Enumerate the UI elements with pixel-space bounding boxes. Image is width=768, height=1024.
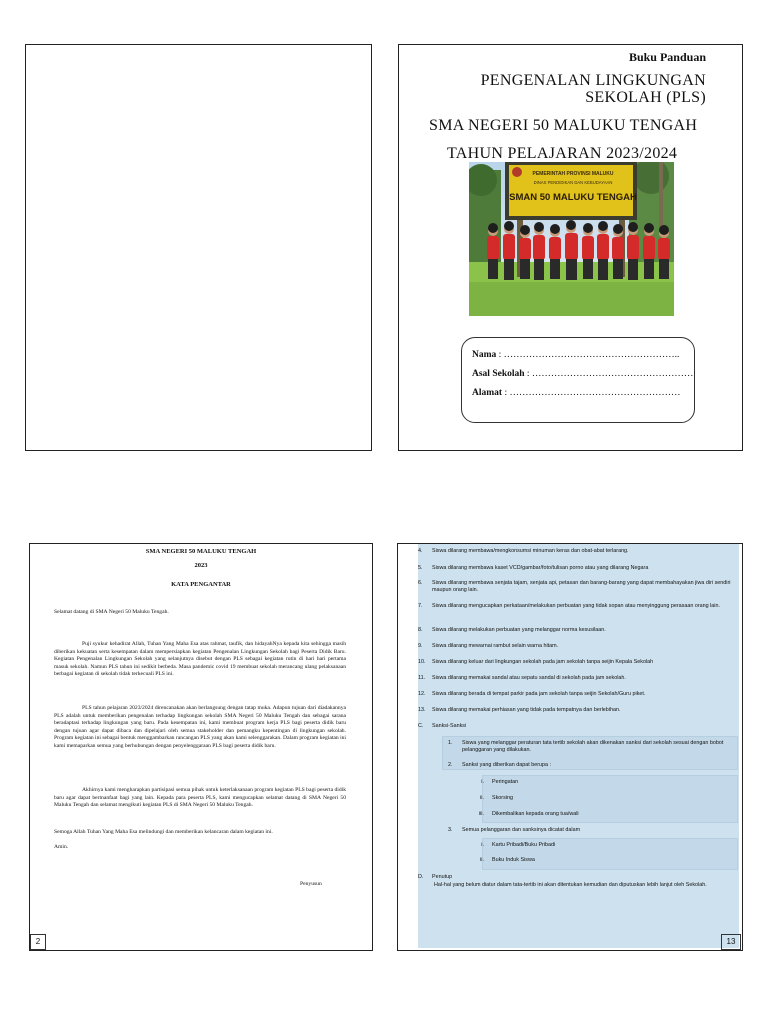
sign-line1: PEMERINTAH PROVINSI MALUKU bbox=[532, 171, 614, 177]
preface-page bbox=[29, 543, 373, 951]
page-number: 13 bbox=[721, 934, 741, 950]
preface-school: SMA NEGERI 50 MALUKU TENGAH bbox=[145, 548, 257, 555]
cover-academic-year: TAHUN PELAJARAN 2023/2024 bbox=[447, 145, 678, 162]
school-group-photo bbox=[469, 162, 674, 316]
field-origin-school-label: Asal Sekolah bbox=[472, 369, 525, 379]
preface-closing: Amin. bbox=[54, 844, 69, 850]
field-origin-school[interactable] bbox=[472, 369, 694, 379]
preface-heading: KATA PENGANTAR bbox=[171, 581, 231, 588]
cover-label: Buku Panduan bbox=[628, 50, 706, 64]
closing-text: Hal-hal yang belum diatur dalam tata-tertib ini akan ditentukan kemudian dan diputuskan lebih lanjut oleh Sekolah. bbox=[434, 882, 707, 888]
field-origin-school-value: : …………………………………………… bbox=[524, 369, 694, 379]
cover-title-line2: SEKOLAH (PLS) bbox=[585, 89, 706, 106]
preface-greeting: Selamat datang di SMA Negeri 50 Maluku Tengah. bbox=[54, 609, 169, 615]
cover-page bbox=[398, 44, 743, 451]
field-name[interactable] bbox=[472, 350, 684, 360]
sign-line3: SMAN 50 MALUKU TENGAH bbox=[509, 192, 637, 203]
field-name-value: : ……………………………………………….. bbox=[496, 350, 680, 360]
cover-title-line1: PENGENALAN LINGKUNGAN bbox=[480, 72, 706, 89]
preface-paragraph-3: Akhirnya kami mengharapkan partisipasi semua pihak untuk keterlaksanaan program kegiatan PLS bagi peserta didik baru agar dapat bermanfaat bagi yang lain. Kepada para peserta PLS, kami mengucapkan selamat datang di SMA Negeri 50 Maluku Tengah dan selamat mengikuti kegiatan PLS di SMA Negeri 50 Maluku Tengah. bbox=[54, 787, 346, 809]
cover-title bbox=[406, 72, 706, 106]
rules-page: 4. Siswa dilarang membawa/mengkonsumsi minuman keras dan obat-abat terlarang. 5. Siswa dilarang membawa kaset VCD/gambar/foto/tulisan porno atau yang dilarang Negara 6. Siswa dilarang membawa senjata tajam, senjata api, petasan dan barang-barang yang dapat membahayakan jiwa diri sendiri maupun orang lain. 7. Siswa dilarang mengucapkan perkataan/melakukan perbuatan yang tidak sopan atau menyinggung perasaan orang lain. 8. Siswa dilarang melakukan perbuatan yang melanggar norma kesusilaan. 9. Siswa dilarang mewarnai rambut selain warna hitam. 10. Siswa dilarang keluar dari lingkungan sekolah pada jam sekolah tanpa seijin Kepala Sekolah 11. Siswa dilarang memakai sandal atau sepatu sandal di sekolah pada jam sekolah. 12. Siswa dilarang berada di tempat parkir pada jam sekolah tanpa seijin Sekolah/Guru piket. 13. Siswa dilarang memakai perhiasan yang tidak pada tempatnya dan berlebihan. C. Sanksi-Sanksi 1. Siswa yang melanggar peraturan tata tertib sekolah akan dikenakan sanksi dari sekolah sesuai dengan bobot pelanggaran yang dilakukan. 2. Sanksi yang diberikan dapat berupa : i. Peringatan ii. Skorsing iii. Dikembalikan kepada orang tua/wali 3. Semua pelanggaran dan sanksinya dicatat dalam i. Kartu Pribadi/Buku Pribadi ii. Buku Induk Siswa D. Penutup Hal-hal yang belum diatur dalam tata-tertib ini akan ditentukan kemudian dan diputuskan lebih lanjut oleh Sekolah. 13 bbox=[397, 543, 743, 951]
sign-line2: DINAS PENDIDIKAN DAN KEBUDAYAAN bbox=[533, 180, 613, 185]
cover-school-name: SMA NEGERI 50 MALUKU TENGAH bbox=[429, 117, 698, 134]
preface-signature: Penyusun bbox=[300, 881, 322, 887]
preface-paragraph-2: PLS tahun pelajaran 2023/2024 direncanakan akan berlangsung dengan tatap muka. Adapun tujuan dari diadakannya PLS adalah untuk memberikan pengenalan terhadap lingkungan sekolah SMA Negeri 50 Maluku Tengah dan sebagai sarana beradaptasi terhadap lingkungan yang baru. Pada kesempatan ini, kami membuat program kerja PLS bagi peserta didik baru dengan tujuan agar dapat dibaca dan dipelajari oleh semua stakeholder dan pemangku kepentingan di lingkungan sekolah. Program kegiatan ini sebagai bentuk menggambarkan rancangan PLS yang akan kami selenggarakan. Dalam program kegiatan ini kami memaparkan semua yang berhubungan dengan penyelenggaraan PLS bagi peserta didik baru. bbox=[54, 705, 346, 749]
field-address-label: Alamat bbox=[472, 388, 503, 398]
preface-paragraph-4: Semoga Allah Tuhan Yang Maha Esa melindungi dan memberikan kelancaran dalam kegiatan ini. bbox=[54, 829, 273, 835]
identity-box bbox=[461, 337, 695, 423]
preface-paragraph-1: Puji syukur kehadirat Allah, Tuhan Yang Maha Esa atas rahmat, taufik, dan hidayahNya kepada kita sehingga masih diberikan kekuatan serta kesempatan dalam mempersiapkan kegiatan Pengenalan Lingkungan Sekolah bagi Peserta Didik Baru. Kegiatan Pengenalan Lingkungan Sekolah yang selanjutnya disebut dengan PLS sebagai kegiatan rutin di hari hari pertama masuk sekolah. Namun PLS tahun ini sedikit berbeda. Masa pandemic covid 19 membuat sekolah merancang ulang pelaksanaan berbagai kegiatan di sekolah tidak terkecuali PLS ini. bbox=[54, 641, 346, 678]
field-name-label: Nama bbox=[472, 350, 497, 360]
page-number: 2 bbox=[30, 934, 46, 950]
blank-page bbox=[25, 44, 372, 451]
preface-year: 2023 bbox=[194, 562, 208, 569]
field-address[interactable] bbox=[472, 388, 684, 398]
field-address-value: : ……………………………………………… bbox=[502, 388, 681, 398]
photo-illustration bbox=[469, 162, 674, 316]
